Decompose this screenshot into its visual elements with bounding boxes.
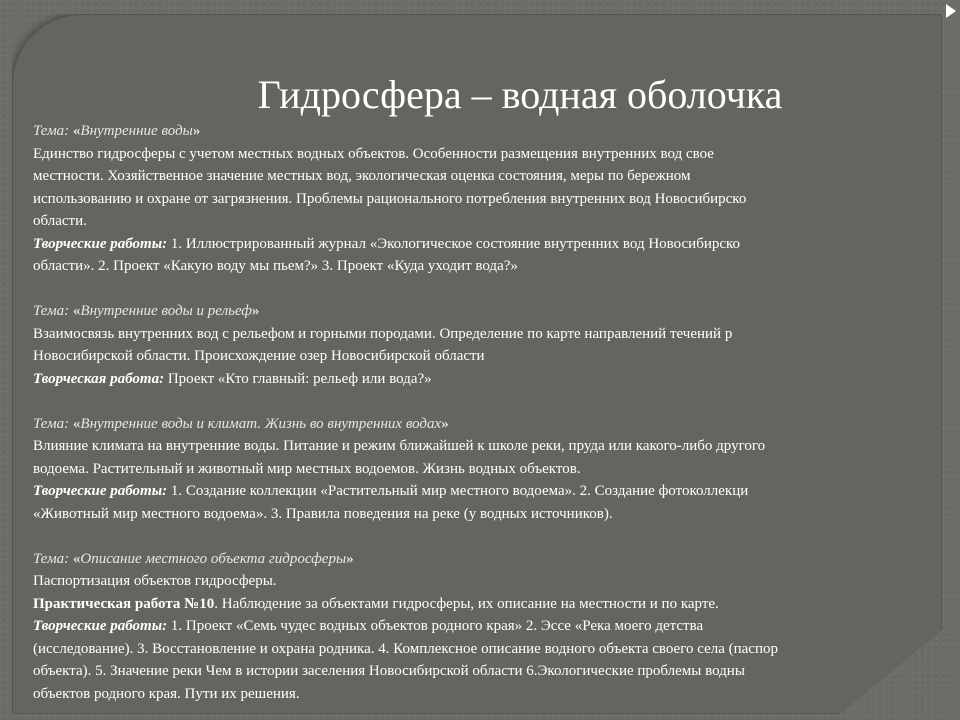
topic-heading: Тема: «Внутренние воды»	[33, 123, 201, 139]
creative-label: Творческие работы:	[33, 618, 168, 634]
topic-heading: Тема: «Описание местного объекта гидросферы»	[33, 550, 354, 567]
next-arrow-icon[interactable]	[946, 4, 956, 18]
practical-line: Практическая работа №10. Наблюдение за объектами гидросферы, их описание на местности и по карте.	[33, 595, 719, 612]
creative-line: Творческие работы: 1. Создание коллекции «Растительный мир местного водоема». 2. Создание фотоколлекци	[33, 483, 749, 499]
slide-title: Гидросфера – водная оболочка	[257, 72, 783, 117]
body-line: водоема. Растительный и животный мир местных водоемов. Жизнь водных объектов.	[33, 460, 581, 477]
body-line: Единство гидросферы с учетом местных водных объектов. Особенности размещения внутренних вод свое	[33, 145, 714, 162]
creative-line: Творческая работа: Проект «Кто главный: рельеф или вода?»	[33, 370, 432, 387]
creative-line: (исследование). 3. Восстановление и охрана родника. 4. Комплексное описание водного объекта своего села (паспор	[33, 640, 778, 657]
body-line: местности. Хозяйственное значение местных вод, экологическая оценка состояния, меры по бережном	[33, 168, 691, 184]
creative-label: Творческая работа:	[33, 370, 165, 387]
creative-line: объекта). 5. Значение реки Чем в истории заселения Новосибирской области 6.Экологические проблемы водны	[33, 663, 745, 679]
creative-line: «Животный мир местного водоема». 3. Правила поведения на реке (у водных источников).	[33, 505, 613, 522]
creative-line: объектов родного края. Пути их решения.	[33, 685, 300, 702]
creative-label: Творческие работы:	[33, 483, 168, 499]
body-line: использованию и охране от загрязнения. Проблемы рационального потребления внутренних вод Новосибирско	[33, 190, 747, 207]
creative-line: Творческие работы: 1. Иллюстрированный журнал «Экологическое состояние внутренних вод Новосибирско	[33, 235, 741, 252]
body-line: Паспортизация объектов гидросферы.	[33, 573, 277, 589]
topic-heading: Тема: «Внутренние воды и климат. Жизнь во внутренних водах»	[33, 415, 449, 432]
creative-label: Творческие работы:	[33, 235, 168, 252]
body-line: области.	[33, 213, 87, 229]
body-line: Взаимосвязь внутренних вод с рельефом и горными породами. Определение по карте направлений течений р	[33, 325, 733, 342]
body-line: Новосибирской области. Происхождение озер Новосибирской области	[33, 348, 485, 364]
practical-label: Практическая работа №10	[33, 595, 215, 612]
topic-heading: Тема: «Внутренние воды и рельеф»	[33, 303, 260, 319]
creative-line: области». 2. Проект «Какую воду мы пьем?» 3. Проект «Куда уходит вода?»	[33, 258, 518, 274]
slide-content	[33, 120, 960, 710]
creative-line: Творческие работы: 1. Проект «Семь чудес водных объектов родного края» 2. Эссе «Река моего детства	[33, 618, 704, 634]
body-line: Влияние климата на внутренние воды. Питание и режим ближайшей к школе реки, пруда или какого-либо другого	[33, 438, 766, 454]
